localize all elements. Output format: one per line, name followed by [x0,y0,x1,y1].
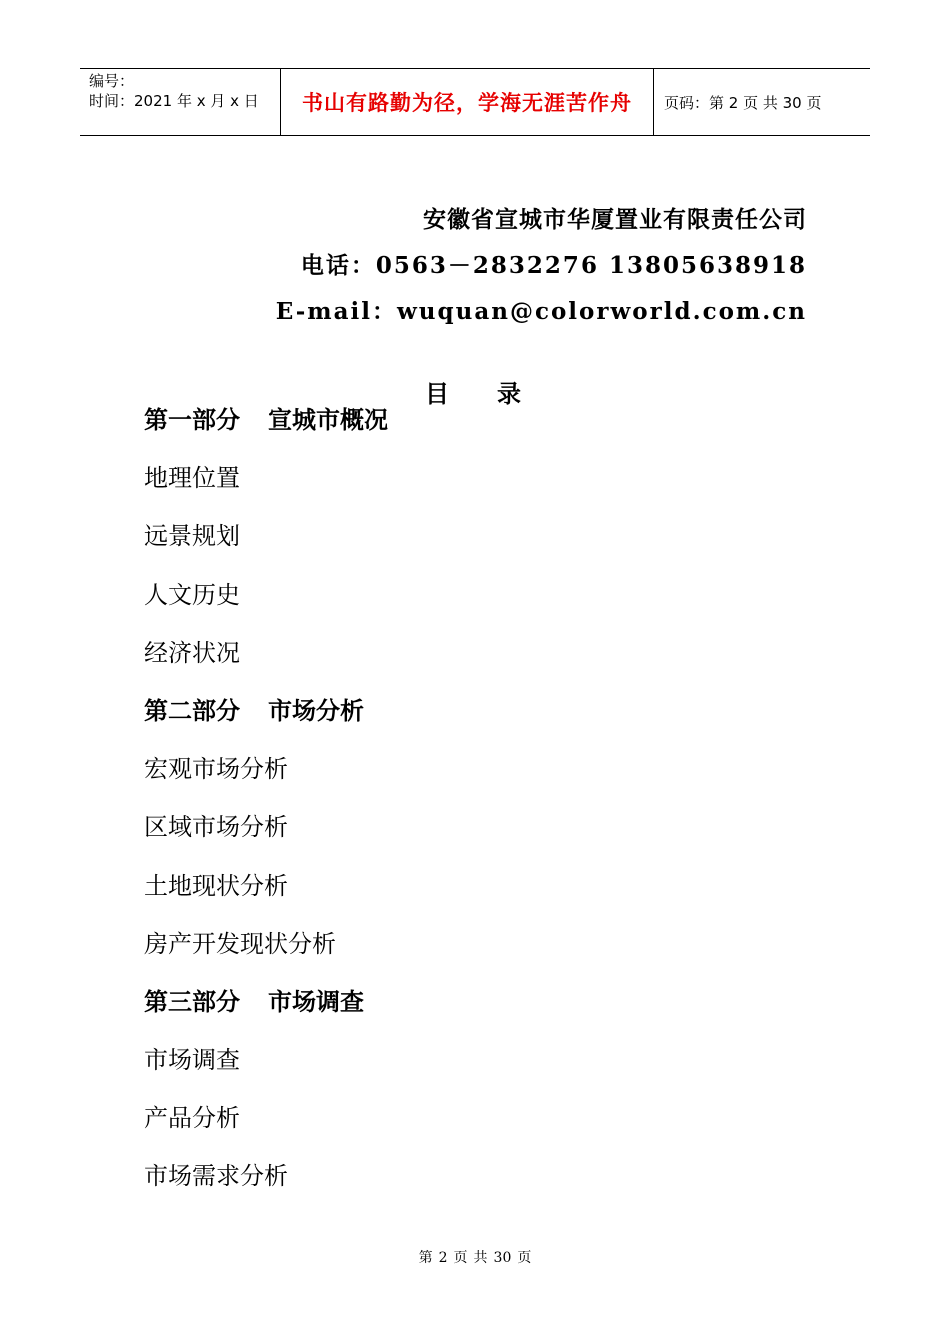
document-date: 时间：2021 年 x 月 x 日 [89,92,259,110]
toc-entry: 市场调查 [144,1046,240,1075]
document-number-label: 编号： [89,72,135,90]
footer-total-pages: 30 [493,1250,512,1266]
toc-part-heading [144,691,388,749]
toc-entry: 人文历史 [144,580,240,609]
toc-entry: 宏观市场分析 [144,755,288,784]
toc-part-title: 市场调查 [268,987,364,1016]
header-motto: 书山有路勤为径，学海无涯苦作舟 [281,69,654,135]
toc-entry: 区域市场分析 [144,813,288,842]
footer-gong: 共 [473,1250,488,1266]
toc-entry: 经济状况 [144,638,240,667]
toc-entry: 土地现状分析 [144,871,288,900]
footer-di: 第 [418,1250,433,1266]
footer-page-number: 2 [438,1250,448,1266]
toc-title: 目录 [425,380,569,408]
toc-part-title: 宣城市概况 [268,406,388,434]
header-meta [80,69,281,135]
company-phone: 电话：0563－2832276 13805638918 [300,252,807,279]
page-header [80,68,870,136]
company-email: E-mail：wuquan@colorworld.com.cn [275,298,807,325]
company-name: 安徽省宣城市华厦置业有限责任公司 [423,206,807,233]
toc-entry: 远景规划 [144,522,240,551]
toc-entry: 地理位置 [144,464,240,493]
toc-part-label: 第二部分 [144,696,240,725]
toc-part-label: 第三部分 [144,987,240,1016]
toc-entry: 市场需求分析 [144,1162,288,1191]
table-of-contents [144,400,388,1215]
toc-part-label: 第一部分 [144,406,240,434]
toc-part-heading [144,982,388,1040]
toc-part-title: 市场分析 [268,696,364,725]
header-page-info: 页码：第 2 页 共 30 页 [664,93,822,112]
toc-part-heading [144,400,388,458]
toc-entry: 产品分析 [144,1104,240,1133]
footer-ye: 页 [453,1250,468,1266]
page-footer [0,1247,950,1267]
footer-ye2: 页 [517,1250,532,1266]
toc-entry: 房产开发现状分析 [144,929,336,958]
